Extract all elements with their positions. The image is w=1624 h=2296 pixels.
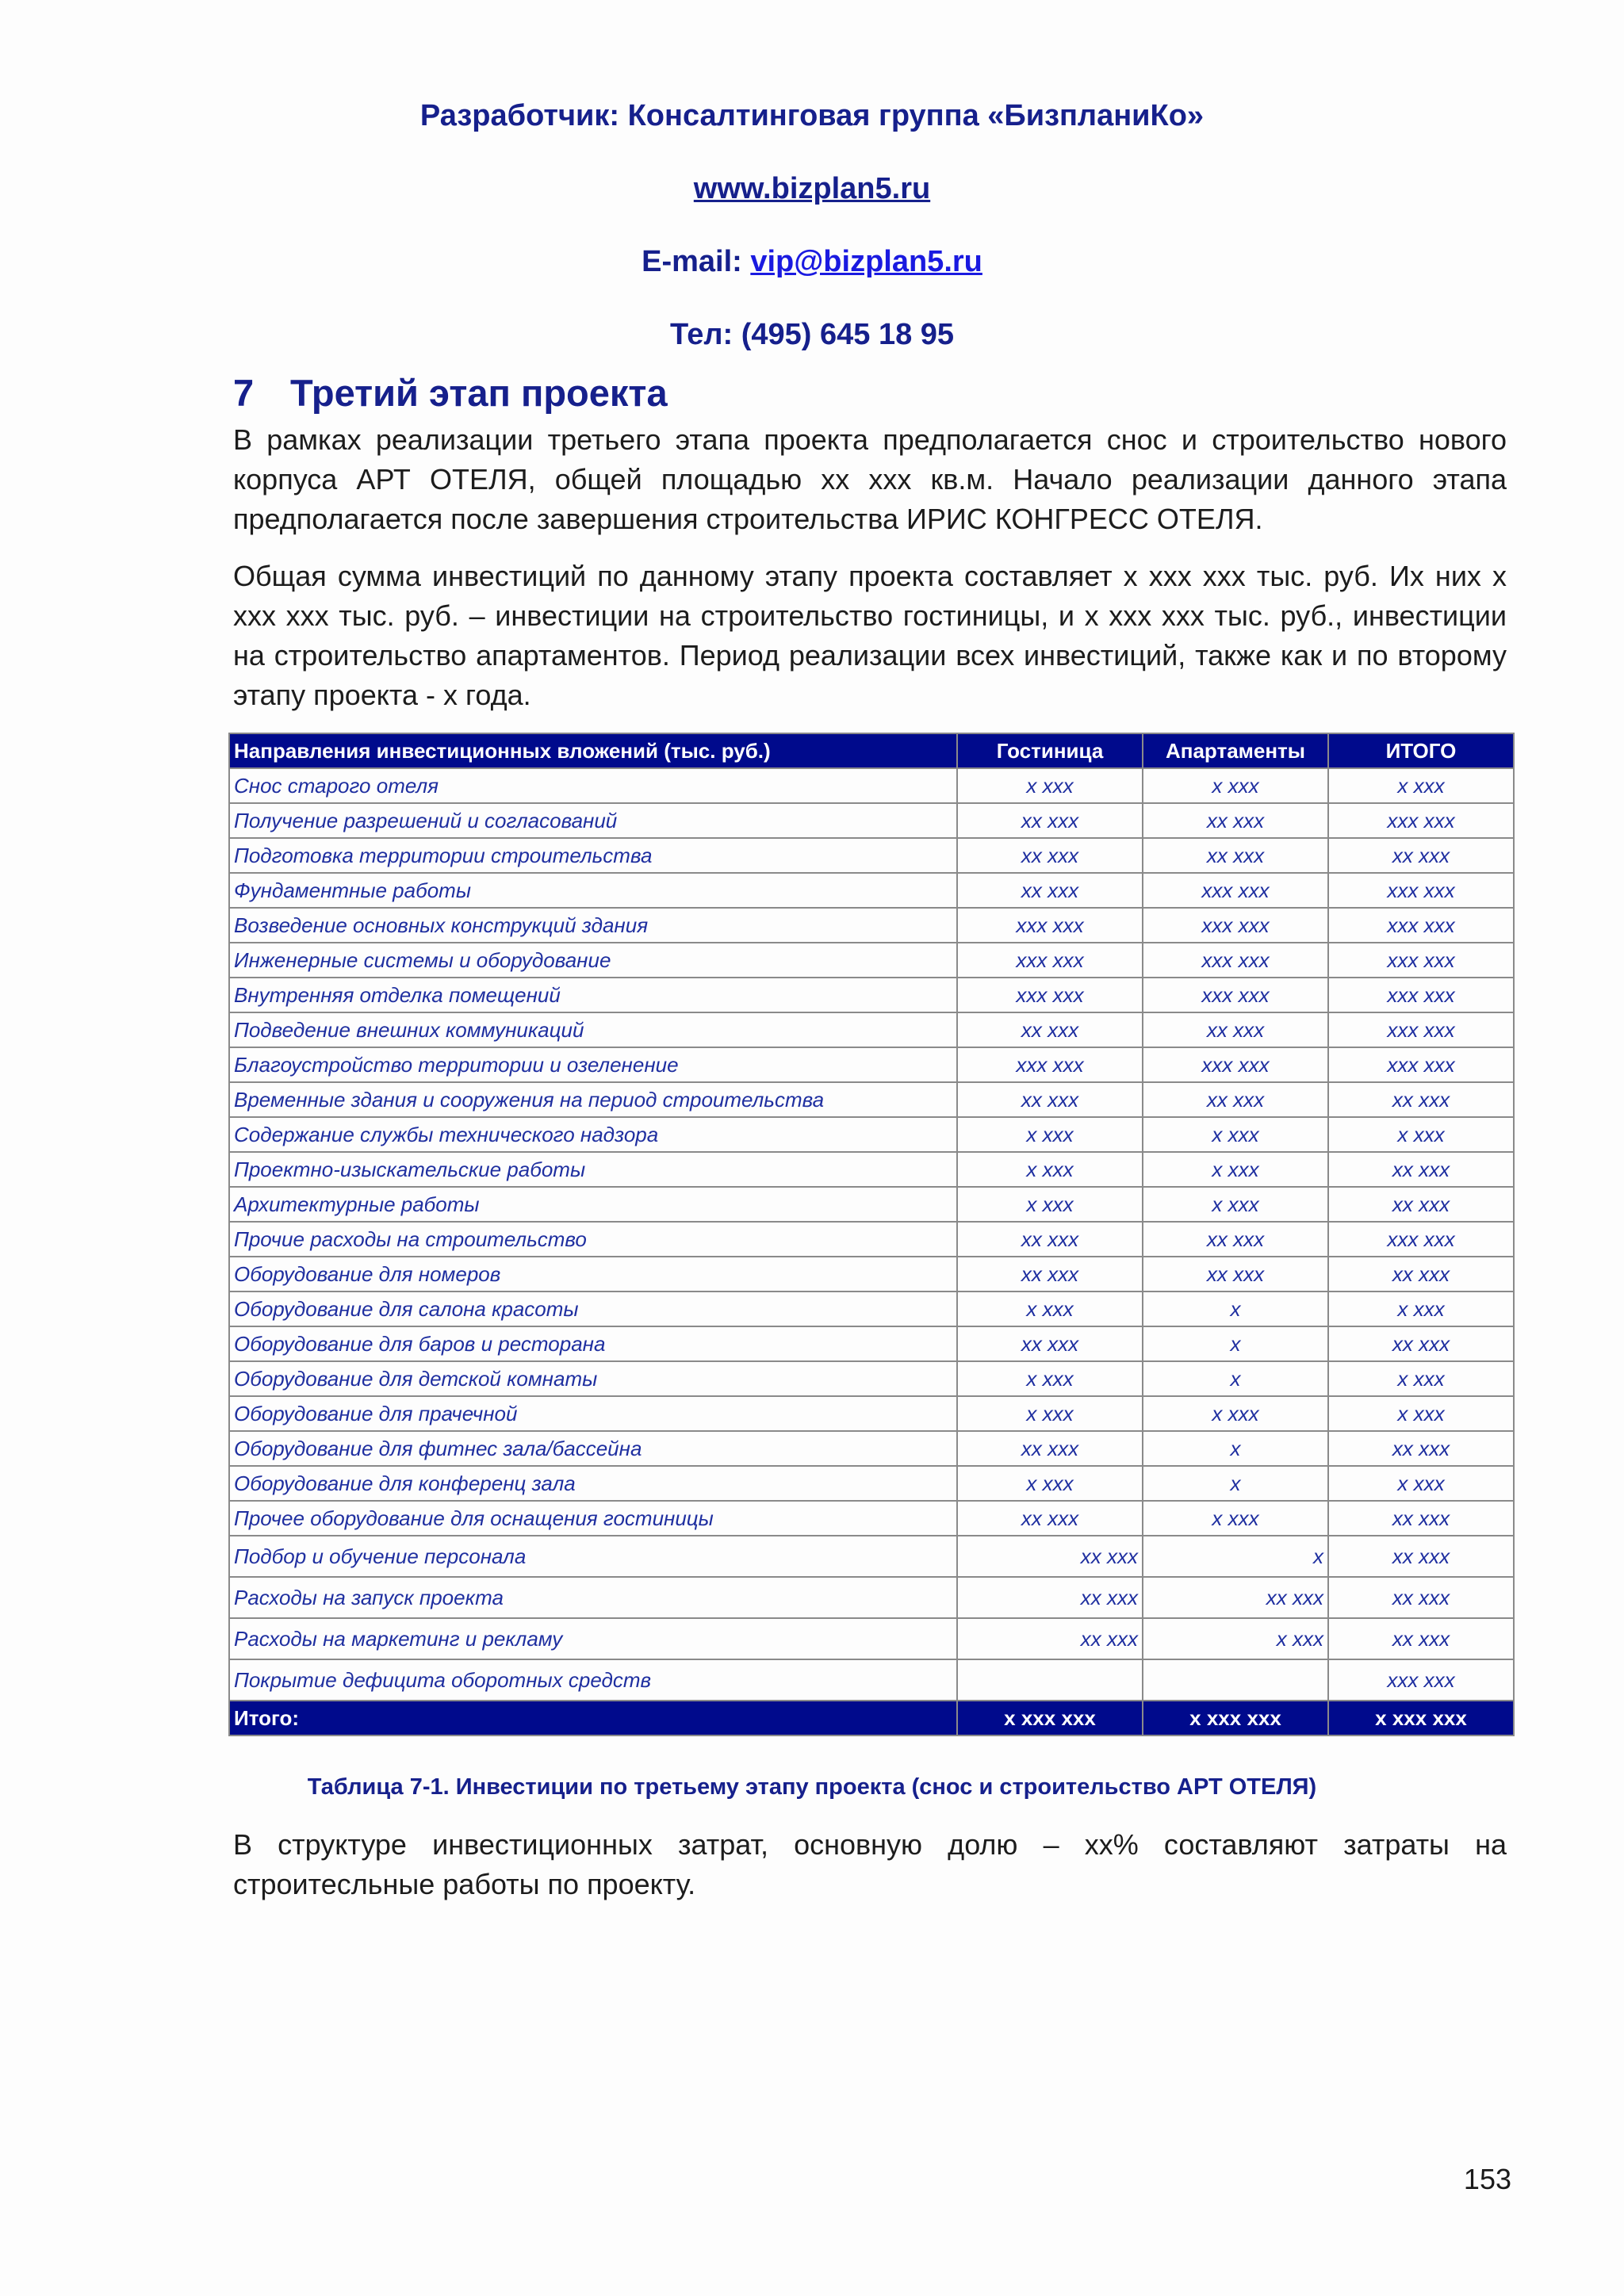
value-hotel: xx xxx xyxy=(957,1431,1143,1466)
email-link[interactable]: vip@bizplan5.ru xyxy=(750,245,982,278)
table-row xyxy=(229,1292,1514,1326)
row-label: Временные здания и сооружения на период строительства xyxy=(229,1082,957,1117)
value-total: xxx xxx xyxy=(1328,873,1514,908)
row-label: Инженерные системы и оборудование xyxy=(229,943,957,978)
value-hotel: x xxx xyxy=(957,768,1143,803)
row-label: Оборудование для фитнес зала/бассейна xyxy=(229,1431,957,1466)
value-total: xxx xxx xyxy=(1328,943,1514,978)
table-row xyxy=(229,1257,1514,1292)
value-total: xx xxx xyxy=(1328,1326,1514,1361)
value-apartments: x xxx xyxy=(1143,1618,1328,1659)
value-hotel xyxy=(957,1659,1143,1701)
intro-paragraph: В рамках реализации третьего этапа проекта предполагается снос и строительство нового корпуса АРТ ОТЕЛЯ, общей площадью xx xxx кв.м. Начало реализации данного этапа предполагается после завершения строительства ИРИС КОНГРЕСС ОТЕЛЯ. xyxy=(233,423,1507,535)
value-total: x xxx xyxy=(1328,768,1514,803)
section-number: 7 xyxy=(233,372,255,414)
table-row xyxy=(229,1466,1514,1501)
value-total: xx xxx xyxy=(1328,1082,1514,1117)
row-label: Расходы на маркетинг и рекламу xyxy=(229,1618,957,1659)
value-total: xxx xxx xyxy=(1328,908,1514,943)
value-total: xxx xxx xyxy=(1328,1659,1514,1701)
value-apartments: xx xxx xyxy=(1143,803,1328,838)
value-apartments: xx xxx xyxy=(1143,1257,1328,1292)
row-label: Оборудование для номеров xyxy=(229,1257,957,1292)
value-total: xx xxx xyxy=(1328,1257,1514,1292)
value-apartments: x xxx xyxy=(1143,768,1328,803)
value-hotel: xx xxx xyxy=(957,1326,1143,1361)
table-row xyxy=(229,1618,1514,1659)
value-hotel: xxx xxx xyxy=(957,978,1143,1012)
value-hotel: x xxx xyxy=(957,1187,1143,1222)
table-row xyxy=(229,1047,1514,1082)
total-sum: x xxx xxx xyxy=(1328,1701,1514,1735)
value-total: xx xxx xyxy=(1328,1536,1514,1577)
value-hotel: xx xxx xyxy=(957,1082,1143,1117)
table-row xyxy=(229,838,1514,873)
value-apartments: x xyxy=(1143,1466,1328,1501)
value-hotel: x xxx xyxy=(957,1117,1143,1152)
value-total: x xxx xyxy=(1328,1117,1514,1152)
value-total: x xxx xyxy=(1328,1396,1514,1431)
value-hotel: x xxx xyxy=(957,1152,1143,1187)
value-hotel: xxx xxx xyxy=(957,908,1143,943)
value-apartments xyxy=(1143,1659,1328,1701)
table-row xyxy=(229,1396,1514,1431)
table-row xyxy=(229,978,1514,1012)
table-row xyxy=(229,1431,1514,1466)
row-label: Расходы на запуск проекта xyxy=(229,1577,957,1618)
row-label: Покрытие дефицита оборотных средств xyxy=(229,1659,957,1701)
table-row xyxy=(229,1012,1514,1047)
value-apartments: x xyxy=(1143,1431,1328,1466)
table-body xyxy=(229,768,1514,1701)
value-total: xxx xxx xyxy=(1328,978,1514,1012)
value-total: xxx xxx xyxy=(1328,803,1514,838)
row-label: Снос старого отеля xyxy=(229,768,957,803)
value-total: xx xxx xyxy=(1328,1187,1514,1222)
value-apartments: xxx xxx xyxy=(1143,908,1328,943)
value-hotel: xx xxx xyxy=(957,873,1143,908)
value-apartments: xxx xxx xyxy=(1143,1047,1328,1082)
value-hotel: x xxx xyxy=(957,1292,1143,1326)
row-label: Внутренняя отделка помещений xyxy=(229,978,957,1012)
phone-line: Тел: (495) 645 18 95 xyxy=(669,318,955,351)
header-total: ИТОГО xyxy=(1328,733,1514,768)
value-apartments: x xyxy=(1143,1292,1328,1326)
total-hotel: x xxx xxx xyxy=(957,1701,1143,1735)
table-row xyxy=(229,1659,1514,1701)
structure-paragraph: В структуре инвестиционных затрат, основную долю – xx% составляют затраты на строитесльные работы по проекту. xyxy=(233,1828,1507,1900)
row-label: Прочее оборудование для оснащения гостиницы xyxy=(229,1501,957,1536)
value-hotel: xx xxx xyxy=(957,1536,1143,1577)
table-row xyxy=(229,1222,1514,1257)
developer-line: Разработчик: Консалтинговая группа «БизпланиКо» xyxy=(419,99,1205,132)
row-label: Оборудование для конференц зала xyxy=(229,1466,957,1501)
value-apartments: x xxx xyxy=(1143,1501,1328,1536)
value-hotel: xx xxx xyxy=(957,1222,1143,1257)
value-hotel: xxx xxx xyxy=(957,943,1143,978)
table-header-row xyxy=(229,733,1514,768)
section-heading xyxy=(233,371,668,415)
total-label: Итого: xyxy=(229,1701,957,1735)
header-direction: Направления инвестиционных вложений (тыс. руб.) xyxy=(229,733,957,768)
value-apartments: xx xxx xyxy=(1143,1082,1328,1117)
header-apartments: Апартаменты xyxy=(1143,733,1328,768)
row-label: Оборудование для салона красоты xyxy=(229,1292,957,1326)
row-label: Фундаментные работы xyxy=(229,873,957,908)
value-hotel: xx xxx xyxy=(957,1501,1143,1536)
value-hotel: xx xxx xyxy=(957,1577,1143,1618)
row-label: Оборудование для детской комнаты xyxy=(229,1361,957,1396)
value-apartments: xx xxx xyxy=(1143,1577,1328,1618)
value-total: xx xxx xyxy=(1328,838,1514,873)
value-hotel: xx xxx xyxy=(957,1618,1143,1659)
value-apartments: x xyxy=(1143,1326,1328,1361)
value-hotel: xxx xxx xyxy=(957,1047,1143,1082)
row-label: Прочие расходы на строительство xyxy=(229,1222,957,1257)
table-row xyxy=(229,1326,1514,1361)
value-hotel: x xxx xyxy=(957,1396,1143,1431)
value-total: xx xxx xyxy=(1328,1431,1514,1466)
row-label: Благоустройство территории и озеленение xyxy=(229,1047,957,1082)
table-row xyxy=(229,943,1514,978)
row-label: Оборудование для баров и ресторана xyxy=(229,1326,957,1361)
value-total: x xxx xyxy=(1328,1292,1514,1326)
page-number: 153 xyxy=(1463,2163,1511,2195)
row-label: Проектно-изыскательские работы xyxy=(229,1152,957,1187)
value-apartments: xxx xxx xyxy=(1143,943,1328,978)
table-row xyxy=(229,1117,1514,1152)
value-apartments: x xxx xyxy=(1143,1117,1328,1152)
value-apartments: xx xxx xyxy=(1143,1012,1328,1047)
value-total: xxx xxx xyxy=(1328,1012,1514,1047)
website-link[interactable]: www.bizplan5.ru xyxy=(693,172,931,205)
value-total: x xxx xyxy=(1328,1361,1514,1396)
table-caption: Таблица 7-1. Инвестиции по третьему этапу проекта (снос и строительство АРТ ОТЕЛЯ) xyxy=(307,1774,1317,1800)
row-label: Подведение внешних коммуникаций xyxy=(229,1012,957,1047)
value-hotel: xx xxx xyxy=(957,1012,1143,1047)
total-row xyxy=(229,1701,1514,1735)
value-total: xxx xxx xyxy=(1328,1047,1514,1082)
value-hotel: x xxx xyxy=(957,1361,1143,1396)
investment-paragraph: Общая сумма инвестиций по данному этапу проекта составляет x xxx xxx тыс. руб. Их них x xxx xxx тыс. руб. – инвестиции на строительство гостиницы, и x xxx xxx тыс. руб., инвестиции на строительство апартаментов. Период реализации всех инвестиций, также как и по второму этапу проекта - x года. xyxy=(233,560,1507,711)
table-row xyxy=(229,1152,1514,1187)
row-label: Архитектурные работы xyxy=(229,1187,957,1222)
value-apartments: x xxx xyxy=(1143,1152,1328,1187)
value-apartments: x xxx xyxy=(1143,1187,1328,1222)
table-row xyxy=(229,1361,1514,1396)
value-apartments: x xyxy=(1143,1361,1328,1396)
email-label: E-mail: xyxy=(642,245,751,278)
developer-header xyxy=(0,94,1624,385)
table-row xyxy=(229,1577,1514,1618)
value-hotel: x xxx xyxy=(957,1466,1143,1501)
row-label: Возведение основных конструкций здания xyxy=(229,908,957,943)
table-row xyxy=(229,1082,1514,1117)
investment-table xyxy=(228,733,1515,1736)
section-title: Третий этап проекта xyxy=(290,372,668,414)
value-apartments: x xxx xyxy=(1143,1396,1328,1431)
value-total: xx xxx xyxy=(1328,1152,1514,1187)
value-total: xx xxx xyxy=(1328,1577,1514,1618)
table-row xyxy=(229,908,1514,943)
value-apartments: x xyxy=(1143,1536,1328,1577)
table-row xyxy=(229,768,1514,803)
header-hotel: Гостиница xyxy=(957,733,1143,768)
table-row xyxy=(229,803,1514,838)
value-apartments: xx xxx xyxy=(1143,838,1328,873)
row-label: Получение разрешений и согласований xyxy=(229,803,957,838)
value-total: x xxx xyxy=(1328,1466,1514,1501)
value-total: xx xxx xyxy=(1328,1501,1514,1536)
table-row xyxy=(229,1187,1514,1222)
row-label: Оборудование для прачечной xyxy=(229,1396,957,1431)
value-total: xxx xxx xyxy=(1328,1222,1514,1257)
table-row xyxy=(229,1536,1514,1577)
row-label: Подготовка территории строительства xyxy=(229,838,957,873)
row-label: Подбор и обучение персонала xyxy=(229,1536,957,1577)
table-row xyxy=(229,873,1514,908)
email-line xyxy=(0,239,1624,312)
value-apartments: xxx xxx xyxy=(1143,873,1328,908)
value-apartments: xx xxx xyxy=(1143,1222,1328,1257)
value-hotel: xx xxx xyxy=(957,803,1143,838)
value-total: xx xxx xyxy=(1328,1618,1514,1659)
value-hotel: xx xxx xyxy=(957,838,1143,873)
total-apartments: x xxx xxx xyxy=(1143,1701,1328,1735)
website-line xyxy=(0,166,1624,239)
value-apartments: xxx xxx xyxy=(1143,978,1328,1012)
table-row xyxy=(229,1501,1514,1536)
row-label: Содержание службы технического надзора xyxy=(229,1117,957,1152)
value-hotel: xx xxx xyxy=(957,1257,1143,1292)
